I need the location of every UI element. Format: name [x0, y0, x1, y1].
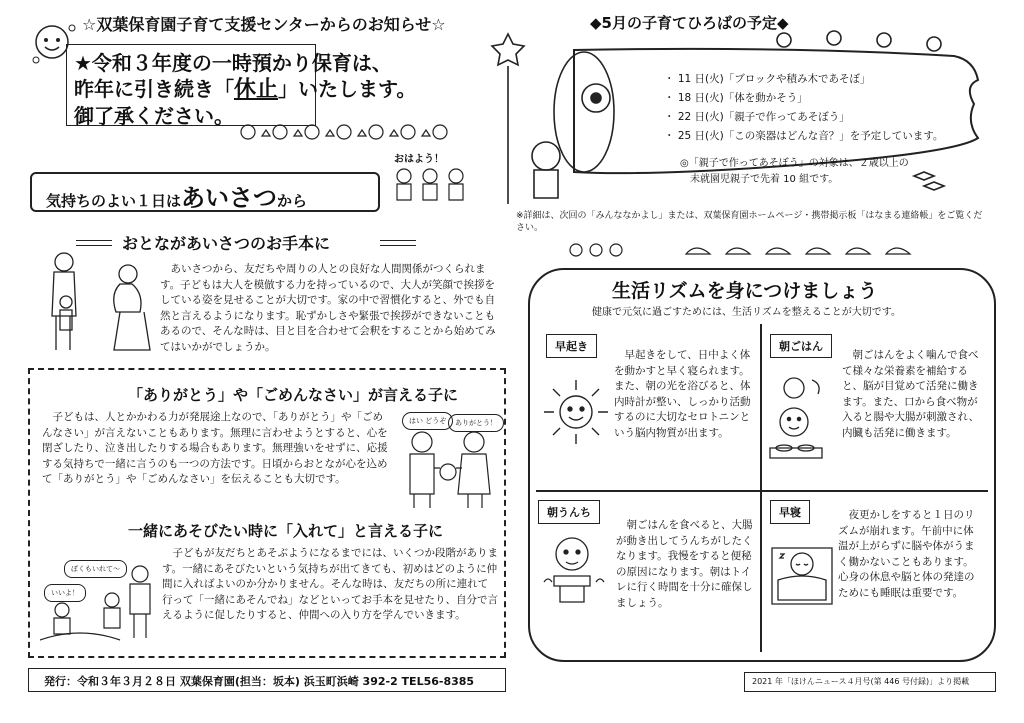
rhythm-title: 生活リズムを身につけましょう — [612, 280, 878, 302]
greeting-banner-tail: から — [277, 192, 308, 210]
thanks-sorry-body: 子どもは、人とかかわる力が発展途上なので、「ありがとう」や「ごめんなさい」が言えないこともあります。無理に言わせようとすると、心を閉ざしたり、泣き出したりする場合もあります。無理強いをせずに、応援する気持ちで一緒に言うのも一つの方法です。日頃からおとなが心を込めて「ありがとう」や「ごめんなさい」を伝えることも大切です。 — [42, 411, 388, 485]
join-bubble-1: ぼくもいれて～ — [64, 560, 127, 578]
schedule-item: ・ 18 日(火)「体を動かそう」 — [664, 92, 808, 104]
children-waving-icon — [390, 164, 470, 210]
notice-emphasis: 休止 — [234, 77, 279, 102]
schedule-item-text: 18 日(火)「体を動かそう」 — [677, 92, 808, 104]
adult-model-body: あいさつから、友だちや周りの人との良好な人間関係がつくられます。子どもは大人を模倣する力を持っているので、大人が笑顔で挨拶をしている姿を見せることが大切です。家の中で習慣化すると、外でも自然と言えるようになります。恥ずかしさや緊張で挨拶ができないこともあるので、そんな時は、目と目を合わせて会釈をすることから始めてみてはいかがでしょうか。 — [160, 263, 496, 353]
schedule-item: ・ 25 日(火)「この楽器はどんな音？」を予定しています。 — [664, 130, 944, 142]
adults-bowing-illustration — [36, 244, 158, 356]
adult-title-rule-right — [380, 240, 416, 246]
rhythm-divider-horizontal — [536, 490, 988, 492]
children-exchanging-ball-illustration — [398, 428, 498, 512]
schedule-item-text: 22 日(火)「親子で作ってあそぼう」 — [677, 111, 850, 123]
footer-left-text: 発行：令和３年３月２８日 双葉保育園(担当：坂本) 浜玉町浜崎 392-2 TEL56-8385 — [44, 675, 475, 688]
greeting-banner-text — [46, 178, 307, 213]
notice-line-2-post: 」いたします。 — [278, 77, 417, 101]
schedule-note — [680, 156, 909, 188]
schedule-item-text: 11 日(火)「ブロックや積み木であそぼ」 — [677, 73, 871, 85]
join-play-body: 子どもが友だちとあそぶようになるまでには、いくつか段階があります。一緒にあそびたいという気持ちが出てきても、初めはどのように仲間に入ればよいのか分かりません。そんな時は、友だちの所に連れて行って「一緒にあそんでね」などといってお手本を見せたり、自分で言えるように促したりすると、仲間への入り方を学んでいきます。 — [162, 547, 498, 621]
join-play-title: 一緒にあそびたい時に「入れて」と言える子に — [128, 522, 444, 540]
children-playing-sand-illustration — [40, 560, 172, 646]
schedule-title: ◆5月の子育てひろばの予定◆ — [590, 14, 789, 32]
animals-parade-border — [566, 238, 946, 260]
child-eating-breakfast-icon — [764, 374, 836, 470]
notice-text — [74, 50, 416, 129]
chicks-flowers-border — [236, 120, 468, 142]
rhythm-card-label: 早寝 — [770, 500, 810, 524]
schedule-note-line-1: ◎「親子で作ってあそぼう」の対象は、２歳以上の — [680, 158, 909, 169]
greeting-banner-small: 気持ちのよい１日は — [46, 192, 182, 210]
notice-line-2 — [74, 76, 416, 103]
notice-line-3: 御了承ください。 — [74, 104, 234, 128]
rhythm-divider-vertical — [760, 324, 762, 652]
greeting-bubble: おはよう！ — [394, 154, 444, 165]
rhythm-card-body: 早起きをして、日中よく体を動かすと早く寝られます。また、朝の光を浴びると、体内時計が整い、しっかり活動するのに大切なセロトニンという脳内物質が出ます。 — [614, 349, 751, 439]
join-bubble-2: いいよ！ — [44, 584, 86, 602]
thanks-bubble-right: ありがとう！ — [448, 414, 504, 432]
thanks-sorry-title: 「ありがとう」や「ごめんなさい」が言える子に — [128, 386, 459, 404]
schedule-footnote: ※詳細は、次回の「みんななかよし」または、双葉保育園ホームページ・携帯掲示板「はなまる連絡帳」をご覧ください。 — [516, 211, 983, 233]
schedule-item: ・ 22 日(火)「親子で作ってあそぼう」 — [664, 111, 850, 123]
notice-line-2-pre: 昨年に引き続き「 — [74, 77, 234, 101]
greeting-banner-large: あいさつ — [181, 184, 278, 212]
thanks-bubble-left: はい どうぞ — [402, 412, 453, 430]
footer-right-text: 2021 年「ほけんニュース４月号(第 446 号付録)」より掲載 — [752, 677, 970, 686]
schedule-item-text: 25 日(火)「この楽器はどんな音？」を予定しています。 — [677, 130, 944, 142]
rhythm-card-body: 夜更かしをすると１日のリズムが崩れます。午前中に体温が上がらずに脳や体がうまく働かないこともあります。心身の休息や脳と体の発達のためにも睡眠は重要です。 — [838, 509, 975, 599]
schedule-note-line-2: 未就園児親子で先着 10 組です。 — [690, 174, 839, 185]
child-on-toilet-icon — [538, 532, 610, 610]
rhythm-subtitle: 健康で元気に過ごすためには、生活リズムを整えることが大切です。 — [592, 307, 901, 318]
rhythm-card-body: 朝ごはんをよく噛んで食べて様々な栄養素を補給すると、脳が目覚めて活発に働きます。また、口から食べ物が入ると腸や大腸が刺激され、内臓も活発に働きます。 — [842, 349, 980, 439]
adult-model-title: おとながあいさつのお手本に — [122, 234, 331, 253]
header-title: ☆双葉保育園子育て支援センターからのお知らせ☆ — [82, 15, 446, 34]
schedule-item: ・ 11 日(火)「ブロックや積み木であそぼ」 — [664, 73, 871, 85]
notice-line-1: ★令和３年度の一時預かり保育は、 — [74, 51, 392, 75]
rhythm-card-label: 朝ごはん — [770, 334, 832, 358]
child-sleeping-icon — [766, 540, 838, 612]
rhythm-card-label: 早起き — [546, 334, 597, 358]
schedule-list — [664, 70, 943, 146]
rhythm-card-body: 朝ごはんを食べると、大腸が動き出してうんちがしたくなります。我慢をすると便秘の原因になります。朝はトイレに行く時間を十分に確保しましょう。 — [616, 519, 753, 609]
rhythm-card-label: 朝うんち — [538, 500, 600, 524]
sun-icon — [540, 376, 612, 448]
